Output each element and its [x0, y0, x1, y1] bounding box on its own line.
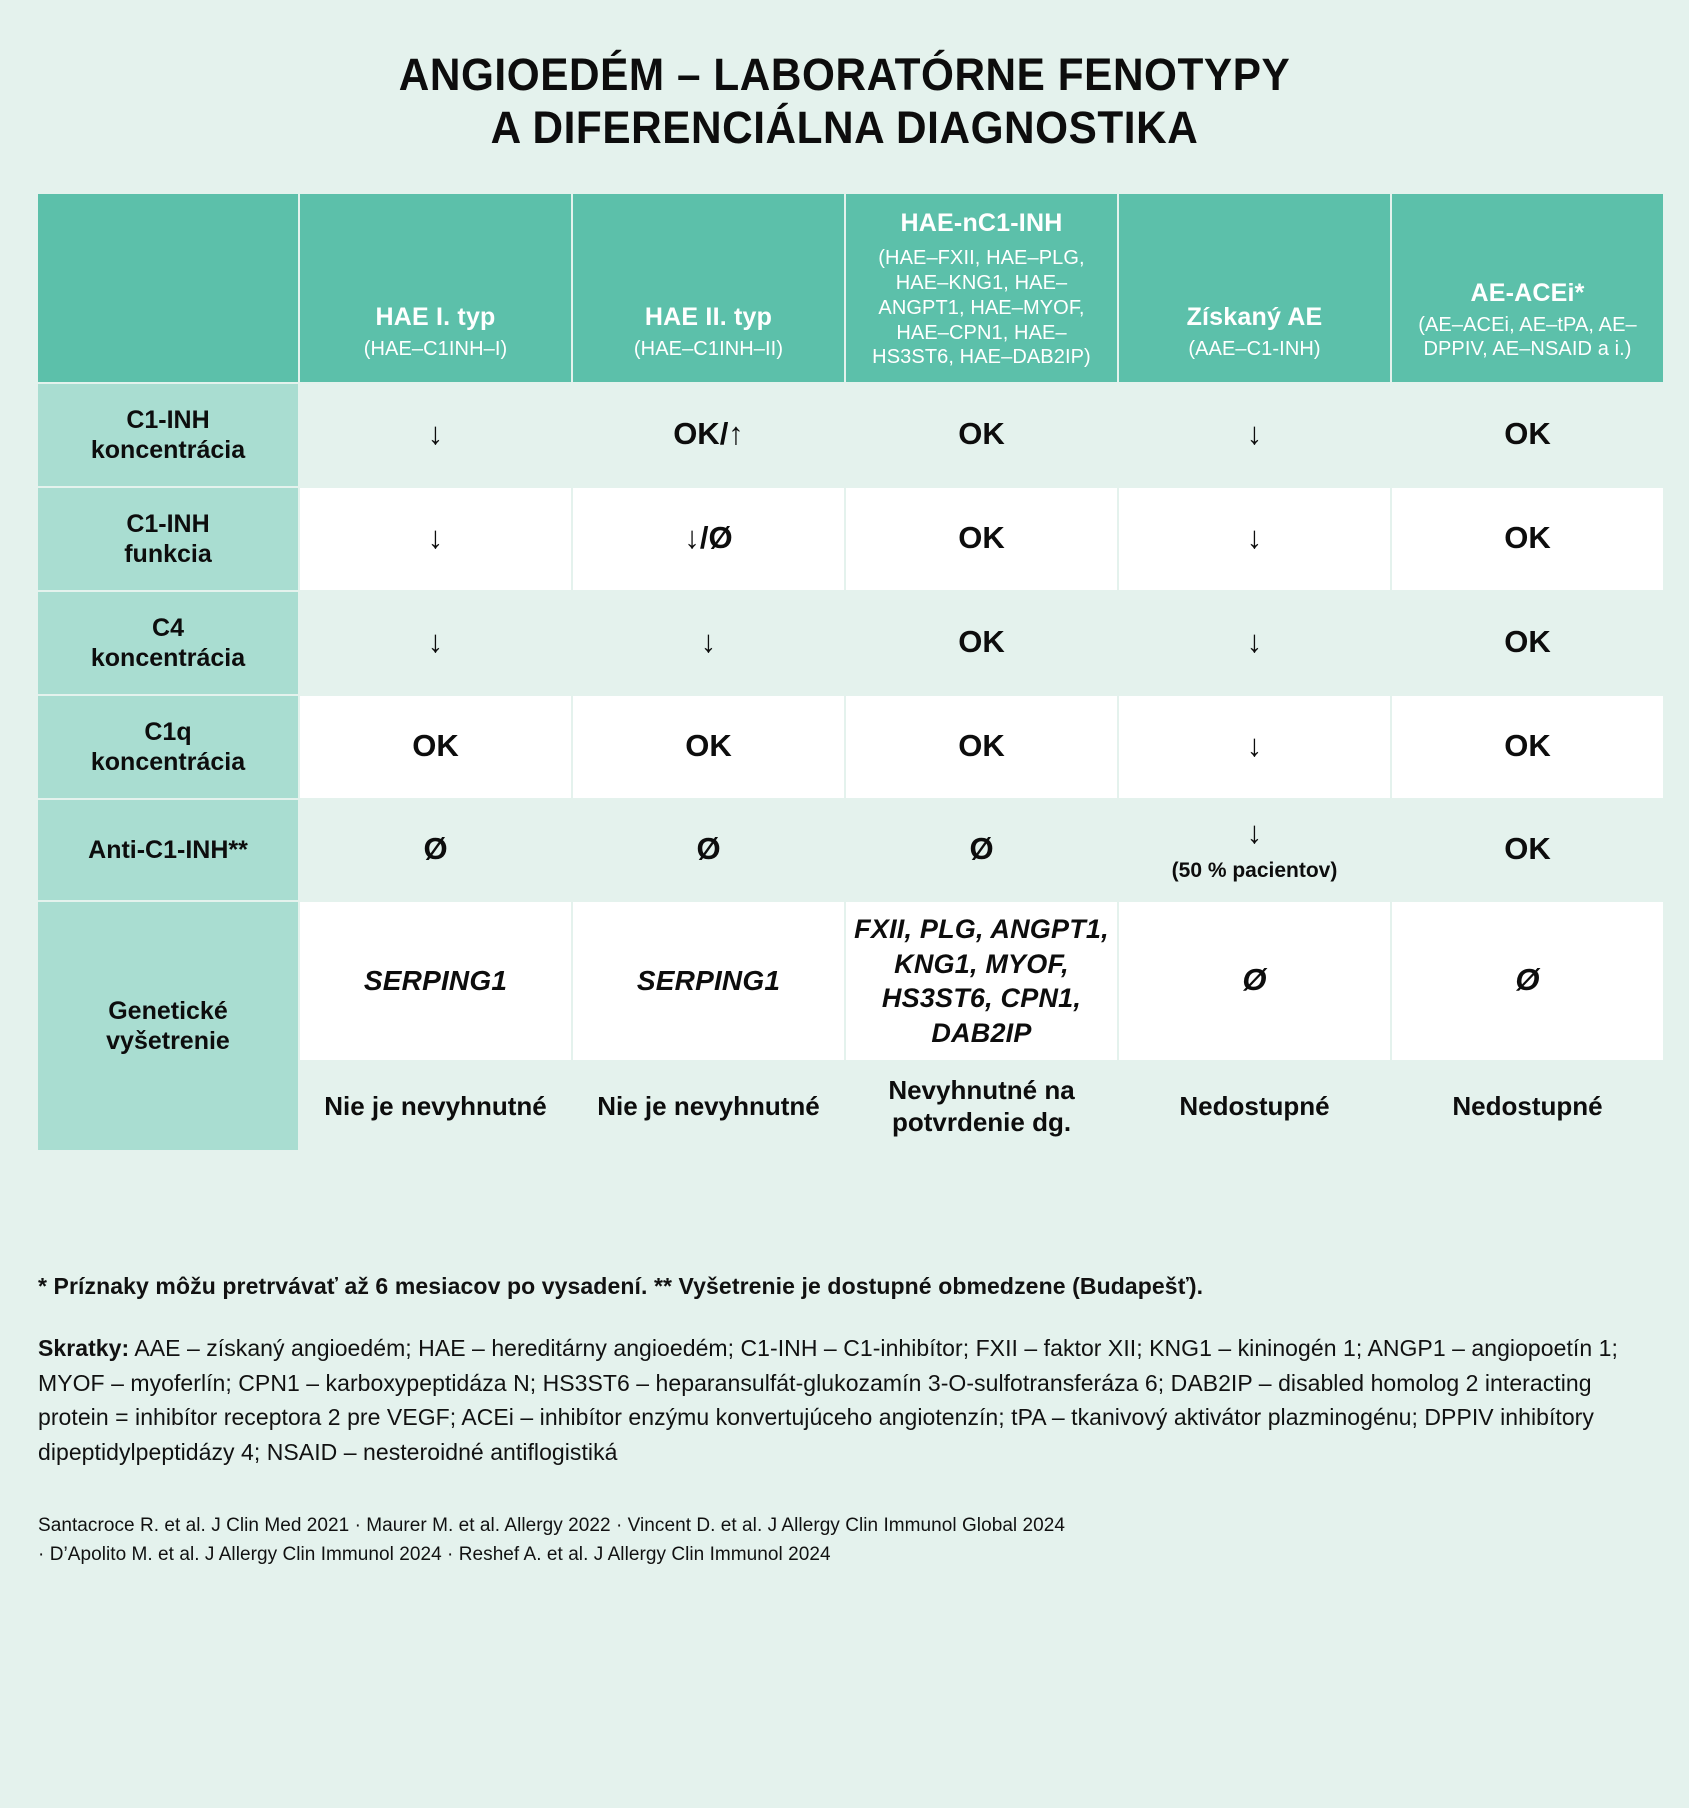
cell-gene-value: Ø [1392, 902, 1663, 1060]
cell-value: ↓ [300, 384, 571, 486]
cell-value: ↓/Ø [573, 488, 844, 590]
cell-value: Ø [573, 800, 844, 900]
cell-value: ↓ [1119, 696, 1390, 798]
cell-value: OK [846, 696, 1117, 798]
column-header-title: HAE-nC1-INH [900, 209, 1063, 238]
column-header-sub: (HAE–FXII, HAE–PLG, HAE–KNG1, HAE–ANGPT1, HAE–MYOF, HAE–CPN1, HAE–HS3ST6, HAE–DAB2IP) [872, 247, 1091, 369]
column-header-title: HAE II. typ [644, 303, 773, 332]
column-header-sub: (AAE–C1-INH) [1188, 338, 1321, 361]
citation-line-2: · D’Apolito M. et al. J Allergy Clin Immunol 2024 · Reshef A. et al. J Allergy Clin Immunol 2024 [38, 1543, 831, 1565]
page-title [0, 0, 1689, 172]
cell-gene-value: SERPING1 [573, 902, 844, 1060]
column-header-title: HAE I. typ [375, 303, 496, 332]
column-header-acquired-ae [1119, 194, 1390, 382]
row-label-line-2: funkcia [124, 540, 212, 569]
row-label-line-1: C1-INH [126, 509, 210, 538]
cell-value: OK [1392, 696, 1663, 798]
phenotype-table-wrapper [36, 192, 1653, 1152]
column-header-sub: (AE–ACEi, AE–tPA, AE–DPPIV, AE–NSAID a i.) [1418, 313, 1637, 361]
table-corner-cell [38, 194, 298, 382]
table-body [38, 384, 1663, 1150]
cell-gene-value: Ø [1119, 902, 1390, 1060]
table-row [38, 800, 1663, 900]
row-label-line-1: C1q [144, 717, 192, 746]
row-label-line-2: koncentrácia [90, 436, 246, 465]
cell-value: OK [846, 384, 1117, 486]
table-header [38, 194, 1663, 382]
row-label-line-1: Genetické [108, 996, 228, 1025]
cell-value: OK [573, 696, 844, 798]
cell-value: Ø [300, 800, 571, 900]
row-label-line-2: koncentrácia [90, 748, 246, 777]
cell-value: ↓ [1119, 384, 1390, 486]
row-label-line-1: Anti-C1-INH** [88, 835, 248, 864]
cell-availability: Nie je nevyhnutné [300, 1062, 571, 1150]
cell-value: OK [846, 488, 1117, 590]
cell-value: OK [300, 696, 571, 798]
cell-value: ↓ [1119, 592, 1390, 694]
row-label-anti-c1inh [38, 800, 298, 900]
row-label-line-2: vyšetrenie [106, 1027, 230, 1056]
citation-line-1: Santacroce R. et al. J Clin Med 2021 · Maurer M. et al. Allergy 2022 · Vincent D. et al. J Allergy Clin Immunol Global 2024 [38, 1515, 1065, 1537]
column-header-title: Získaný AE [1186, 303, 1323, 332]
table-row [38, 488, 1663, 590]
footnotes-section [38, 1270, 1651, 1569]
column-header-ae-acei [1392, 194, 1663, 382]
cell-value: Ø [846, 800, 1117, 900]
phenotype-table [36, 192, 1665, 1152]
cell-value: ↓ [573, 592, 844, 694]
header-row [38, 194, 1663, 382]
column-header-hae-1 [300, 194, 571, 382]
row-label-c4-concentration [38, 592, 298, 694]
cell-value: OK [846, 592, 1117, 694]
row-label-c1inh-concentration [38, 384, 298, 486]
table-row [38, 696, 1663, 798]
footnote-abbreviations [38, 1331, 1651, 1471]
cell-value: ↓ [300, 488, 571, 590]
cell-value: OK [1392, 488, 1663, 590]
cell-availability: Nedostupné [1392, 1062, 1663, 1150]
cell-value: OK [1392, 384, 1663, 486]
cell-value-note: (50 % pacientov) [1171, 859, 1338, 883]
footnote-asterisks: * Príznaky môžu pretrvávať až 6 mesiacov po vysadení. ** Vyšetrenie je dostupné obmedzene (Budapešť). [38, 1273, 1204, 1300]
cell-value: OK/↑ [573, 384, 844, 486]
column-header-sub: (HAE–C1INH–I) [363, 338, 508, 361]
column-header-sub: (HAE–C1INH–II) [633, 338, 784, 361]
column-header-hae-2 [573, 194, 844, 382]
title-line-2: A DIFERENCIÁLNA DIAGNOSTIKA [490, 102, 1199, 154]
cell-value: OK [1392, 800, 1663, 900]
cell-value: ↓ [300, 592, 571, 694]
row-label-c1q-concentration [38, 696, 298, 798]
row-label-c1inh-function [38, 488, 298, 590]
column-header-title: AE-ACEi* [1470, 278, 1585, 307]
cell-gene-value: SERPING1 [300, 902, 571, 1060]
cell-availability: Nedostupné [1119, 1062, 1390, 1150]
abbreviations-label: Skratky: [38, 1334, 130, 1361]
cell-value: ↓ [1119, 488, 1390, 590]
column-header-hae-nc1inh [846, 194, 1117, 382]
row-label-line-1: C4 [152, 613, 184, 642]
cell-value: ↓ (50 % pacientov) [1119, 800, 1390, 900]
table-row [38, 592, 1663, 694]
row-label-genetic-testing [38, 902, 298, 1150]
citations [38, 1512, 1651, 1569]
cell-gene-value: FXII, PLG, ANGPT1, KNG1, MYOF, HS3ST6, CPN1, DAB2IP [846, 902, 1117, 1060]
table-row [38, 384, 1663, 486]
cell-availability: Nevyhnutné na potvrdenie dg. [846, 1062, 1117, 1150]
title-line-1: ANGIOEDÉM – LABORATÓRNE FENOTYPY [398, 49, 1291, 100]
cell-availability: Nie je nevyhnutné [573, 1062, 844, 1150]
row-label-line-1: C1-INH [126, 405, 210, 434]
table-row [38, 902, 1663, 1060]
row-label-line-2: koncentrácia [90, 644, 246, 673]
abbreviations-text: AAE – získaný angioedém; HAE – hereditárny angioedém; C1-INH – C1-inhibítor; FXII – faktor XII; KNG1 – kininogén 1; ANGP1 – angiopoetín 1; MYOF – myoferlín; CPN1 – karboxypeptidáza N; HS3ST6 – heparansulfát-glukozamín 3-O-sulfotransferáza 6; DAB2IP – disabled homolog 2 interacting protein = inhibítor receptora 2 pre VEGF; ACEi – inhibítor enzýmu konvertujúceho angiotenzín; tPA – tkanivový aktivátor plazminogénu; DPPIV inhibítory dipeptidylpeptidázy 4; NSAID – nesteroidné antiflogistiká [38, 1334, 1618, 1466]
cell-value: OK [1392, 592, 1663, 694]
